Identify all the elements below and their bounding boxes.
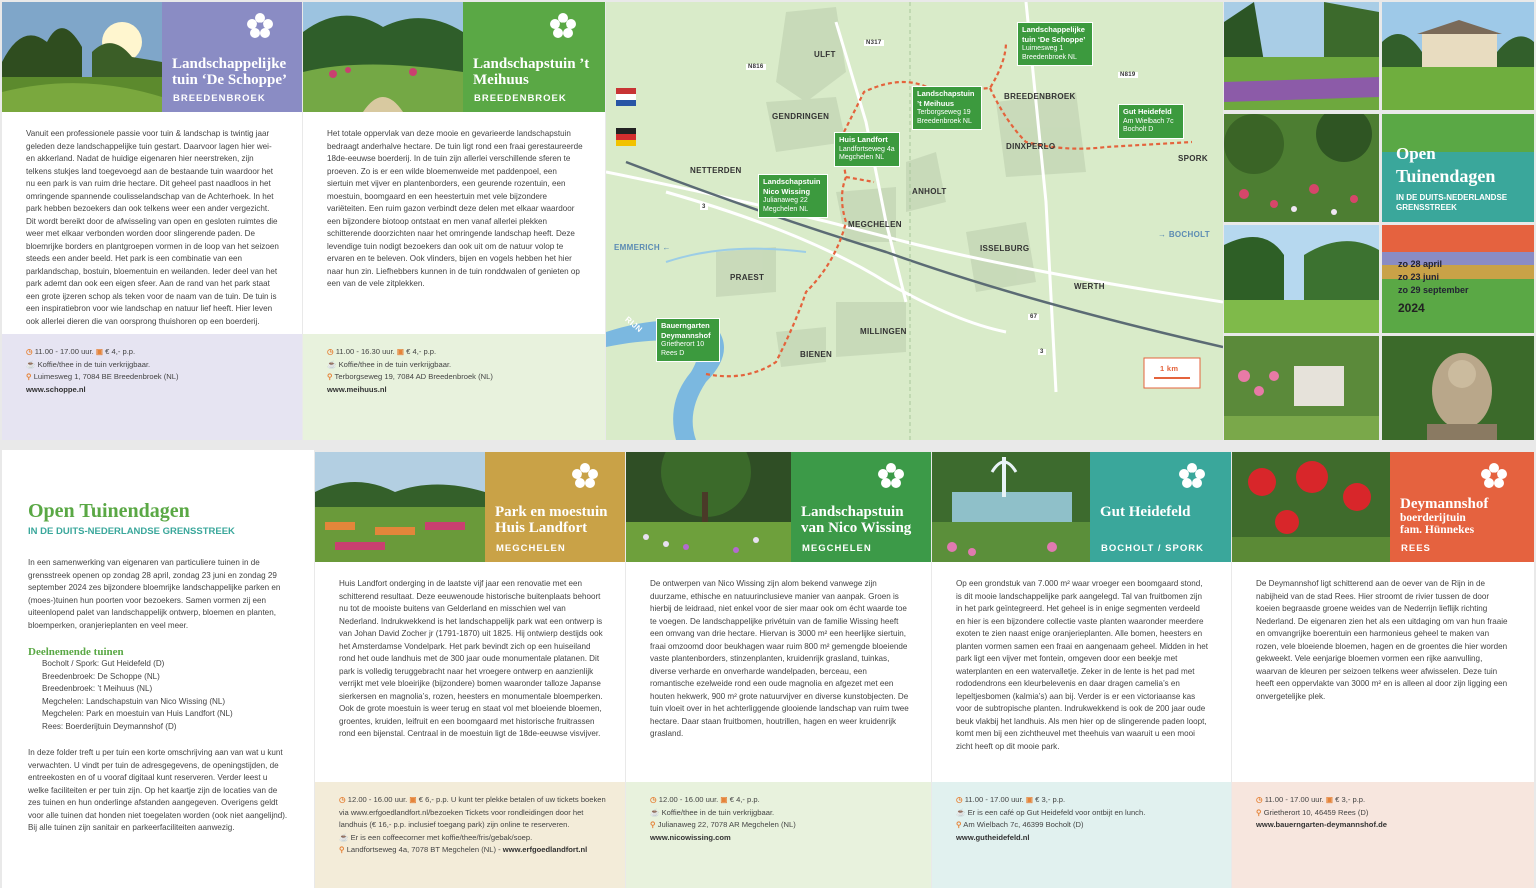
cover-year: 2024: [1398, 301, 1425, 315]
map-emmerich: EMMERICH ←: [614, 243, 671, 252]
map-place-breedenbroek: BREEDENBROEK: [1004, 92, 1076, 101]
meihuus-title: Landschapstuin ’t Meihuus: [473, 56, 590, 88]
map-pin-meihuus: Landschapstuin ’t Meihuus Terborgseweg 19 Breedenbroek NL: [912, 86, 982, 130]
wissing-info: ◷ 12.00 - 16.00 uur. ▣ € 4,- p.p. ☕ Koffie/thee in de tuin verkrijgbaar. ⚲ Julianaweg 22, 7078 AR Megchelen (NL) www.nicowissing.com: [626, 782, 931, 888]
cover-photo-3: [1224, 114, 1379, 222]
map-place-isselburg: ISSELBURG: [980, 244, 1030, 253]
intro-participants-title: Deelnemende tuinen: [28, 646, 124, 658]
road-n317: N317: [866, 40, 882, 46]
map-place-ulft: ULFT: [814, 50, 836, 59]
cover-title-2: Tuinendagen: [1396, 166, 1496, 186]
pin-icon: ⚲: [327, 372, 333, 382]
road-67: 67: [1030, 314, 1038, 320]
map-place-netterden: NETTERDEN: [690, 166, 742, 175]
meihuus-location: BREEDENBROEK: [474, 93, 567, 104]
pin-icon: ⚲: [26, 372, 32, 382]
ticket-icon: ▣: [95, 347, 104, 356]
deymann-url[interactable]: www.bauerngarten-deymannshof.de: [1256, 820, 1387, 830]
heidefeld-info: ◷ 11.00 - 17.00 uur. ▣ € 3,- p.p. ☕ Er is een café op Gut Heidefeld voor ontbijt en lunch. ⚲ Am Wielbach 7c, 46399 Bocholt (D) www.gutheidefeld.nl: [932, 782, 1231, 888]
map: [606, 2, 1223, 440]
map-bocholt: → BOCHOLT: [1158, 230, 1210, 239]
wissing-url[interactable]: www.nicowissing.com: [650, 832, 731, 842]
list-item: Megchelen: Park en moestuin van Huis Landfort (NL): [42, 709, 233, 718]
map-place-spork: SPORK: [1178, 154, 1208, 163]
schoppe-location: BREEDENBROEK: [173, 93, 266, 104]
map-pin-schoppe: Landschappelijke tuin ‘De Schoppe’ Luimesweg 1 Breedenbroek NL: [1017, 22, 1093, 66]
meihuus-photo: [303, 2, 463, 112]
cover-date-3: zo 29 september: [1398, 285, 1469, 295]
schoppe-url[interactable]: www.schoppe.nl: [26, 384, 86, 394]
ticket-icon: ▣: [1025, 795, 1034, 804]
cover-photo-1: [1224, 2, 1379, 110]
schoppe-description: Vanuit een professionele passie voor tuin & landschap is twintig jaar geleden deze landschappelijke tuin gestart. Daarvoor lagen hier wei- en akkerland. Nadat de huidige eigenaren hier neerstreken, zijn telkens stukjes land toegevoegd aan de bestaande tuin waardoor het nu een park is van ruim drie hectare. Dit geheel past naadloos in het omringende spannende coulisselandschap van de Achterhoek. In het park hebben bezoekers dan ook telkens weer een ander vergezicht. Dit wordt bereikt door de afwisseling van open en gesloten ruimtes die weer met elkaar verbonden worden door slingerende paden. De bloemrijke borders en plantgroepen vormen in de loop van het seizoen steeds een ander beeld. Het park is een combinatie van een parklandschap, bostuin, bloementuin en weilanden. Ieder deel van het park ademt dan ook een eigen sfeer. Aan de rand van het park staat een grote ijzeren schop als teken voor de naam van de tuin. De tuin is een inspiratiebron voor wie landschap en natuur lief heeft. Hier leven ook allerlei dieren die van oorsprong thuishoren op een boerderij.: [2, 112, 302, 334]
deymann-title: Deymannshof: [1400, 496, 1489, 512]
flower-icon: [877, 462, 905, 490]
deymann-location: REES: [1401, 543, 1431, 554]
clock-icon: ◷: [956, 795, 963, 804]
landfort-title: Park en moestuin Huis Landfort: [495, 504, 608, 536]
schoppe-title: Landschappelijke tuin ‘De Schoppe’: [172, 56, 288, 88]
landfort-photo: [315, 452, 485, 562]
cup-icon: ☕: [327, 359, 337, 369]
clock-icon: ◷: [1256, 795, 1263, 804]
map-place-megchelen: MEGCHELEN: [848, 220, 902, 229]
map-pin-landfort: Huis Landfort Landfortseweg 4a Megchelen NL: [834, 132, 900, 167]
landfort-info: ◷ 12.00 - 16.00 uur. ▣ € 6,- p.p. U kunt ter plekke betalen of uw tickets boeken via www.erfgoedlandfort.nl/bezoeken Tickets voor rondleidingen door het landhuis (€ 16,- p.p. inclusief toegang park) zijn online te reserveren. ☕ Er is een coffeecorner met koffie/thee/fris/gebak/soep. ⚲ Landfortseweg 4a, 7078 BT Megchelen (NL) - www.erfgoedlandfort.nl: [315, 782, 625, 888]
flower-icon: [1178, 462, 1206, 490]
map-place-gendringen: GENDRINGEN: [772, 112, 830, 121]
road-n819: N819: [1120, 72, 1136, 78]
intro-participants-list: [28, 658, 290, 733]
intro-panel: [2, 450, 314, 888]
intro-paragraph-2: In deze folder treft u per tuin een korte omschrijving aan van wat u kunt verwachten. U vindt per tuin de adresgegevens, de openingstijden, de entreekosten en of u vooraf digitaal kunt reserveren. Verder leest u welke faciliteiten er per tuin zijn. Op het kaartje zijn de locaties van de zes tuinen en hun onderlinge afstanden aangegeven. Overigens geldt voor alle tuinen dat honden niet toegelaten worden (ook niet aangelijnd). Bij alle tuinen zijn sanitair en parkeerfaciliteiten aanwezig.: [28, 748, 288, 832]
clock-icon: ◷: [650, 795, 657, 804]
cover-date-2: zo 23 juni: [1398, 272, 1440, 282]
pin-icon: ⚲: [339, 845, 345, 855]
landfort-description: Huis Landfort onderging in de laatste vijf jaar een renovatie met een schitterend resultaat. Deze eeuwenoude historische buitenplaats behoort nu tot de mooiste buitens van Gelderland en misschien wel van Nederland. Indrukwekkend is het landschappelijk park wat een ontwerp is van Johan David Zocher jr (1791-1870) uit 1825. Hij ontwierp destijds ook het Amsterdamse Vondelpark. Het park bevindt zich op een huiseiland rond het oude landhuis met de 300 jaar oude monumentale platanen. Dit park is volledig teruggebracht naar het vroegere ontwerp en aanzienlijk verrijkt met vele bloeirijke (bijzondere) bomen waaronder talloze Japanse sierkersen en magnolia’s, rozen, heesters en monumentale bloemperken. Ook de grote moestuin is weer terug en staat vol met bloeiende bloemen, groentes, kruiden, leifruit en een boomgaard met historische fruitrassen rond een bijenstal. Centraal in de moestuin ligt de 18de-eeuwse visvijver.: [315, 562, 625, 782]
flower-icon: [246, 12, 274, 40]
map-pin-deymann: Bauerngarten Deymannshof Grietherort 10 Rees D: [656, 318, 720, 362]
cover-date-1: zo 28 april: [1398, 259, 1443, 269]
cover-photo-5: [1224, 336, 1379, 440]
meihuus-description: Het totale oppervlak van deze mooie en gevarieerde landschapstuin bedraagt anderhalve hectare. De tuin ligt rond een fraai gerestaureerde 18de-eeuwse boerderij. In de tuin zijn allerlei verschillende sferen te proeven. Zo is er een wilde bloemenweide met paddenpoel, een siertuin met vijver en plantenborders, een geurende rozentuin, een moestuin, boomgaard en een heestertuin met vele bijzondere variëteiten. Een ruim gazon verbindt deze delen met elkaar waardoor een bijzondere biotoop ontstaat en men vanaf allerlei plekken schitterende doorzichten naar het omringende landschap heeft. Deze levendige tuin nodigt bezoekers dan ook uit om de natuur volop te ervaren en te beleven. Ook vlinders, bijen en vogels hebben het hier naar hun zin. Liefhebbers kunnen in de tuin ronddwalen of genieten op een van de vele zitplekken.: [303, 112, 605, 334]
intro-paragraph-1: In een samenwerking van eigenaren van particuliere tuinen in de grensstreek openen op zondag 28 april, zondag 23 juni en zondag 29 september 2024 zes bijzondere bloemrijke landschappelijke parken en (moes-)tuinen hun poorten voor bezoekers. Samen vormen zij een uiteenlopend palet van landschappelijk ontwerp, bloemen en planten, bloemperken, oranjerieplanten en veel meer.: [28, 558, 281, 630]
wissing-description: De ontwerpen van Nico Wissing zijn alom bekend vanwege zijn duurzame, ethische en natuurinclusieve manier van aanpak. Groen is hierbij de leidraad, niet enkel voor de sier maar ook om écht waarde toe te voegen. De landschappelijke privétuin van de familie Wissing heeft een omvang van drie hectare. Hiervan is 3000 m² een heerlijke siertuin, fraai omzoomd door beukhagen waar ruim 800 m² gemengde bloeiende vaste plantenborders, stinzenplanten, kruidenrijk grasland, tuinkas, diverse verharde en onverharde wandelpaden, berceau, een romantische ezelweide rond een oude magnolia en afgezet met een houten hekwerk, 900 m² grote natuurvijver en diverse kunstobjecten. De tuin vloeit over in het achterliggende glooiende landschap van ruim twee hectare. Daar staan fruitbomen, houtrillen, hagen en weer kruidenrijk grasland.: [626, 562, 931, 782]
pin-icon: ⚲: [1256, 807, 1262, 817]
road-n816: N816: [748, 64, 764, 70]
pin-icon: ⚲: [956, 820, 962, 830]
flag-de-icon: [616, 128, 636, 146]
map-scale: 1 km: [1160, 364, 1179, 373]
map-pin-heidefeld: Gut Heidefeld Am Wielbach 7c Bocholt D: [1118, 104, 1184, 139]
cup-icon: ☕: [956, 807, 966, 817]
cup-icon: ☕: [26, 359, 36, 369]
meihuus-url[interactable]: www.meihuus.nl: [327, 384, 387, 394]
wissing-header: [791, 452, 931, 562]
flower-icon: [1480, 462, 1508, 490]
clock-icon: ◷: [339, 795, 346, 804]
schoppe-info: ◷ 11.00 - 17.00 uur. ▣ € 4,- p.p. ☕ Koffie/thee in de tuin verkrijgbaar. ⚲ Luimesweg 1, 7084 BE Breedenbroek (NL) www.schoppe.nl: [2, 334, 302, 440]
ticket-icon: ▣: [1325, 795, 1334, 804]
flower-icon: [549, 12, 577, 40]
map-rijn: RIJN: [623, 314, 645, 335]
heidefeld-description: Op een grondstuk van 7.000 m² waar vroeger een boomgaard stond, is dit mooie landschappelijke park aangelegd. Tal van fruitbomen zijn in het park geïntegreerd. Het geheel is in enige segmenten verdeeld en hier is een bijzondere collectie vaste planten waaronder meerdere exoten te zien naast enige oranjerieplanten. Alle bomen, heesters en planten vormen samen een fraai en aangenaam geheel. Midden in het park ligt een vijver met fontein, omgeven door een beekje met waterplanten en een watervalletje. Zeker in de lente is het pad met rododendrons een kleurbelevenis en daar dragen camelia’s en lepeltjesbomen (kalmia’s) aan bij. Verder is er een victoriaanse kas voor de subtropische planten. Indrukwekkend is ook de 200 jaar oude beuk vlakbij het landhuis. Als men hier op de slingerende paden loopt, komt men bij een zichtheuvel met theehuis van waaruit u een mooi zicht heeft op dit mooie park.: [932, 562, 1231, 782]
list-item: Breedenbroek: De Schoppe (NL): [42, 671, 160, 681]
ticket-icon: ▣: [409, 795, 417, 804]
deymann-photo: [1232, 452, 1390, 562]
clock-icon: ◷: [327, 347, 334, 356]
intro-subtitle: IN DE DUITS-NEDERLANDSE GRENSSTREEK: [28, 526, 235, 537]
ticket-icon: ▣: [396, 347, 405, 356]
ticket-icon: ▣: [720, 795, 728, 804]
heidefeld-photo: [932, 452, 1090, 562]
deymann-header: [1390, 452, 1534, 562]
flag-nl-icon: [616, 88, 636, 106]
deymann-info: ◷ 11.00 - 17.00 uur. ▣ € 3,- p.p. ⚲ Grietherort 10, 46459 Rees (D) www.bauerngarten-deymannshof.de: [1232, 782, 1534, 888]
meihuus-header: [463, 2, 605, 112]
map-place-anholt: ANHOLT: [912, 187, 947, 196]
road-a3: 3: [702, 204, 706, 210]
meihuus-info: ◷ 11.00 - 16.30 uur. ▣ € 4,- p.p. ☕ Koffie/thee in de tuin verkrijgbaar. ⚲ Terborgseweg 19, 7084 AD Breedenbroek (NL) www.meihuus.nl: [303, 334, 605, 440]
landfort-header: [485, 452, 625, 562]
heidefeld-location: BOCHOLT / SPORK: [1101, 543, 1204, 554]
landfort-location: MEGCHELEN: [496, 543, 566, 554]
map-graphics: [606, 2, 1223, 440]
clock-icon: ◷: [26, 347, 33, 356]
wissing-title: Landschapstuin van Nico Wissing: [801, 504, 912, 536]
list-item: Rees: Boerderijtuin Deymannshof (D): [42, 721, 177, 731]
cover-photo-2: [1382, 2, 1534, 110]
heidefeld-header: [1090, 452, 1231, 562]
cover-photo-4: [1224, 225, 1379, 333]
list-item: Breedenbroek: ’t Meihuus (NL): [42, 684, 153, 693]
map-pin-wissing: Landschapstuin Nico Wissing Julianaweg 22 Megchelen NL: [758, 174, 828, 218]
cover-title-block: [1382, 114, 1534, 222]
road-a3b: 3: [1040, 349, 1044, 355]
cup-icon: ☕: [339, 832, 349, 842]
map-place-bienen: BIENEN: [800, 350, 833, 359]
deymann-description: De Deymannshof ligt schitterend aan de oever van de Rijn in de nabijheid van de stad Rees. Hier stroomt de rivier tussen de door koeien begraasde groene weides van de Nederrijn lieflijk richting Nederland. De eigenaren zien het als een uitdaging om van hun fraaie en omvangrijke boerentuin een harmonieus geheel te maken van rozen, vele bloeiende bloemen, hagen en de groentes die hier worden gekweekt. Vele eenjarige bloemen vormen een rijke aanvulling, waarvan de kleuren per seizoen telkens weer afwisselen. Deze tuin heeft een oppervlakte van 3000 m² en is alleen al door zijn ligging een onvergetelijke plek.: [1232, 562, 1534, 782]
list-item: Megchelen: Landschapstuin van Nico Wissing (NL): [42, 696, 226, 706]
heidefeld-title: Gut Heidefeld: [1100, 504, 1191, 520]
map-place-praest: PRAEST: [730, 273, 765, 282]
wissing-location: MEGCHELEN: [802, 543, 872, 554]
cover-subtitle-1: IN DE DUITS-NEDERLANDSE: [1396, 193, 1508, 202]
pin-icon: ⚲: [650, 820, 656, 830]
schoppe-photo: [2, 2, 162, 112]
schoppe-header: [162, 2, 302, 112]
landfort-url[interactable]: www.erfgoedlandfort.nl: [502, 845, 588, 855]
deymann-subtitle-2: fam. Hünnekes: [1400, 524, 1475, 536]
flower-icon: [571, 462, 599, 490]
cover-title-1: Open: [1396, 144, 1436, 163]
intro-title: Open Tuinendagen: [28, 500, 190, 522]
deymann-subtitle-1: boerderijtuin: [1400, 512, 1466, 524]
heidefeld-url[interactable]: www.gutheidefeld.nl: [956, 832, 1030, 842]
map-place-millingen: MILLINGEN: [860, 327, 907, 336]
cover-dates-block: [1382, 225, 1534, 333]
map-place-werth: WERTH: [1074, 282, 1105, 291]
list-item: Bocholt / Spork: Gut Heidefeld (D): [42, 659, 165, 668]
cup-icon: ☕: [650, 807, 660, 817]
wissing-photo: [626, 452, 791, 562]
cover-subtitle-2: GRENSSTREEK: [1396, 203, 1457, 212]
cover-photo-6: [1382, 336, 1534, 440]
map-place-dinxperlo: DINXPERLO: [1006, 142, 1056, 151]
